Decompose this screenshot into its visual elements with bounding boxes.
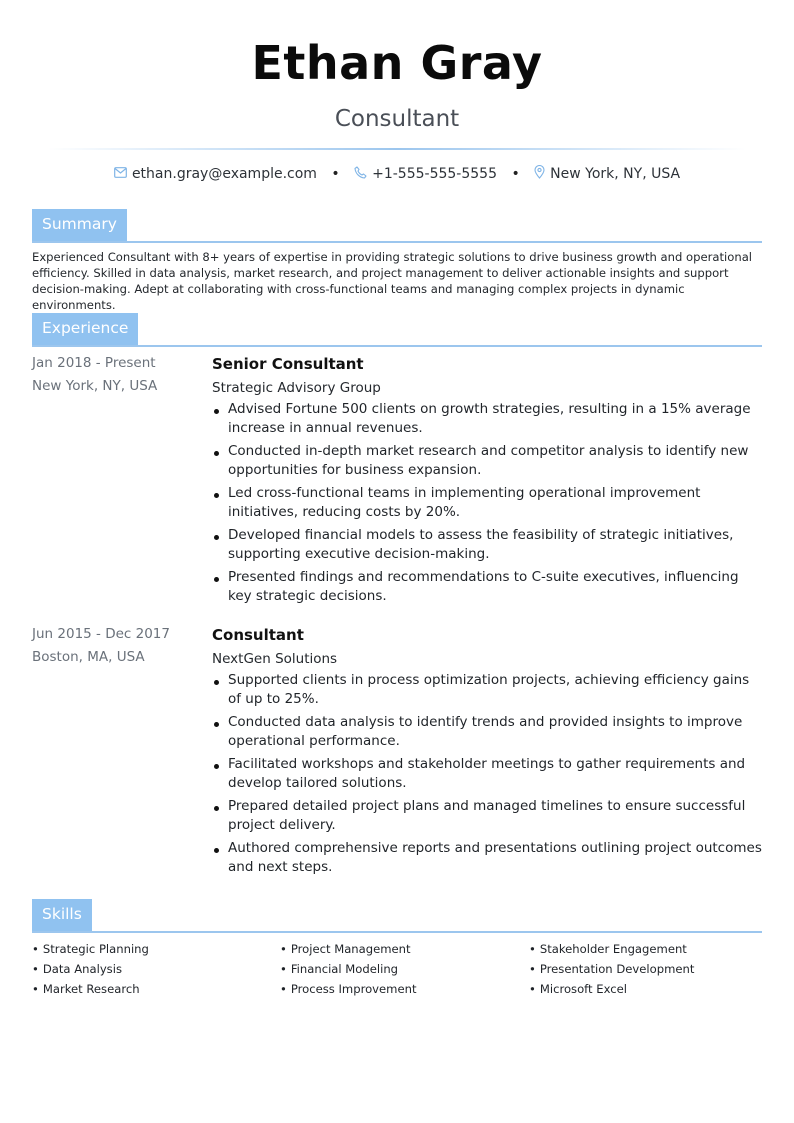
experience-dates: Jun 2015 - Dec 2017 bbox=[32, 626, 170, 642]
list-item: Conducted data analysis to identify trends and provided insights to improve operational performance. bbox=[212, 713, 762, 751]
contact-location bbox=[534, 165, 680, 183]
list-item: Supported clients in process optimization projects, achieving efficiency gains of up to 25%. bbox=[212, 671, 762, 709]
summary-heading: Summary bbox=[32, 209, 127, 241]
separator-dot: • bbox=[331, 166, 340, 182]
experience-role: Senior Consultant bbox=[212, 355, 364, 373]
location-pin-icon bbox=[534, 165, 550, 183]
list-item: Presented findings and recommendations to C-suite executives, influencing key strategic decisions. bbox=[212, 568, 762, 606]
candidate-name: Ethan Gray bbox=[251, 36, 543, 90]
skill-item: • Market Research bbox=[32, 979, 272, 999]
phone-text: +1-555-555-5555 bbox=[372, 166, 497, 182]
skills-section-header bbox=[32, 899, 762, 933]
list-item: Advised Fortune 500 clients on growth strategies, resulting in a 15% average increase in annual revenues. bbox=[212, 400, 762, 438]
mail-icon bbox=[114, 166, 132, 182]
skill-item: • Strategic Planning bbox=[32, 939, 272, 959]
experience-bullets bbox=[212, 671, 762, 877]
experience-dates: Jan 2018 - Present bbox=[32, 355, 156, 371]
email-text: ethan.gray@example.com bbox=[131, 166, 317, 182]
separator-dot: • bbox=[511, 166, 520, 182]
skill-item: • Data Analysis bbox=[32, 959, 272, 979]
skill-item: • Process Improvement bbox=[280, 979, 520, 999]
experience-location: Boston, MA, USA bbox=[32, 649, 145, 665]
skills-column bbox=[32, 939, 272, 999]
experience-company: Strategic Advisory Group bbox=[212, 380, 381, 396]
location-text: New York, NY, USA bbox=[550, 166, 681, 182]
summary-text: Experienced Consultant with 8+ years of expertise in providing strategic solutions to drive business growth and operational efficiency. Skilled in data analysis, market research, and project management to deliver actionable insights and support decision-making. Adept at collaborating with cross-functional teams and managing complex projects in dynamic environments. bbox=[32, 250, 753, 312]
list-item: Facilitated workshops and stakeholder meetings to gather requirements and develop tailored solutions. bbox=[212, 755, 762, 793]
phone-icon bbox=[354, 166, 372, 183]
skills-column bbox=[280, 939, 520, 999]
experience-company: NextGen Solutions bbox=[212, 651, 338, 667]
summary-section-header bbox=[32, 209, 762, 243]
experience-location: New York, NY, USA bbox=[32, 378, 158, 394]
experience-heading: Experience bbox=[32, 313, 138, 345]
skill-item: • Project Management bbox=[280, 939, 520, 959]
experience-bullets bbox=[212, 400, 762, 606]
header-divider bbox=[48, 148, 746, 150]
experience-section-header bbox=[32, 313, 762, 347]
skill-item: • Financial Modeling bbox=[280, 959, 520, 979]
list-item: Conducted in-depth market research and competitor analysis to identify new opportunities for business expansion. bbox=[212, 442, 762, 480]
list-item: Authored comprehensive reports and presentations outlining project outcomes and next steps. bbox=[212, 839, 762, 877]
skills-column bbox=[529, 939, 769, 999]
list-item: Prepared detailed project plans and managed timelines to ensure successful project delivery. bbox=[212, 797, 762, 835]
list-item: Developed financial models to assess the feasibility of strategic initiatives, supporting executive decision-making. bbox=[212, 526, 762, 564]
list-item: Led cross-functional teams in implementing operational improvement initiatives, reducing costs by 20%. bbox=[212, 484, 762, 522]
contact-bar bbox=[0, 165, 794, 183]
skills-heading: Skills bbox=[32, 899, 92, 931]
skill-item: • Presentation Development bbox=[529, 959, 769, 979]
skill-item: • Microsoft Excel bbox=[529, 979, 769, 999]
experience-role: Consultant bbox=[212, 626, 304, 644]
contact-email[interactable] bbox=[114, 166, 317, 182]
skill-item: • Stakeholder Engagement bbox=[529, 939, 769, 959]
job-title: Consultant bbox=[334, 106, 460, 132]
contact-phone[interactable] bbox=[354, 166, 497, 183]
